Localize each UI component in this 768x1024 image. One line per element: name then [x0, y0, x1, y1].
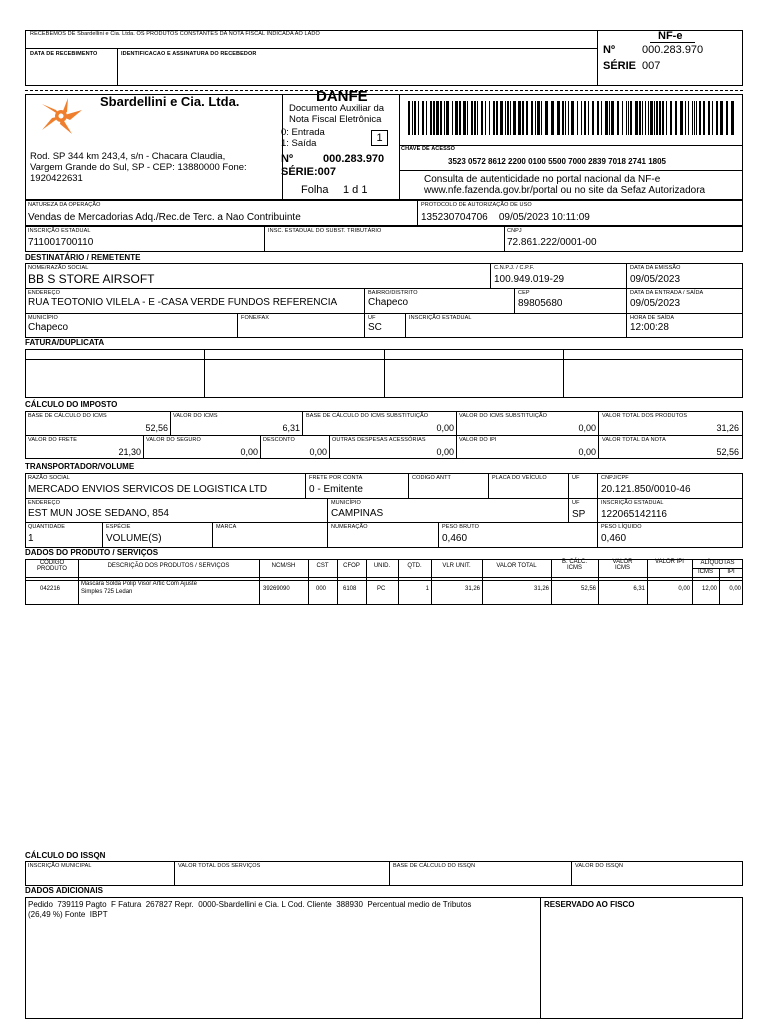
discount-value: 0,00 [309, 447, 327, 457]
barcode-bar [430, 101, 432, 135]
barcode-bar [666, 101, 667, 135]
barcode-bar [440, 101, 442, 135]
species-label: ESPÉCIE [106, 524, 131, 530]
product-aipi: 0,00 [729, 586, 741, 592]
insurance-value: 0,00 [240, 447, 258, 457]
product-bcalc: 52,56 [580, 586, 596, 592]
emitter-phone: 1920422631 [30, 173, 83, 184]
issqn-base-label: BASE DE CÁLCULO DO ISSQN [393, 863, 476, 869]
danfe-folha-label: Folha [301, 184, 329, 196]
col-cfop: CFOP [343, 563, 360, 569]
icms-st-base-label: BASE DE CÁLCULO DO ICMS SUBSTITUIÇÃO [306, 413, 429, 419]
discount-label: DESCONTO [263, 437, 295, 443]
col-qty: QTD. [407, 563, 422, 569]
receipt-serie-label: SÉRIE [603, 60, 637, 72]
barcode-bar [467, 101, 468, 135]
barcode-bar [446, 101, 449, 135]
barcode-bar [626, 101, 627, 135]
col-vicms: VALOR ICMS [612, 559, 633, 571]
barcode-bar [522, 101, 524, 135]
barcode-bar [433, 101, 435, 135]
barcode-bar [513, 101, 516, 135]
recipient-address-label: ENDEREÇO [28, 290, 60, 296]
carrier-cnpj-label: CNPJ/CPF [601, 475, 629, 481]
product-vunit: 31,26 [464, 586, 480, 592]
col-desc: DESCRIÇÃO DOS PRODUTOS / SERVIÇOS [107, 563, 230, 569]
barcode-bar [685, 101, 686, 135]
barcode-bar [418, 101, 419, 135]
col-code: CÓDIGO PRODUTO [37, 560, 67, 572]
consult-line2: www.nfe.fazenda.gov.br/portal ou no site da Sefaz Autorizadora [424, 185, 706, 196]
consult-line1: Consulta de autenticidade no portal nacional da NF-e [424, 174, 661, 185]
barcode-bar [645, 101, 646, 135]
ie-label: INSCRIÇÃO ESTADUAL [28, 228, 91, 234]
company-logo-icon [38, 96, 84, 136]
vehicle-uf-label: UF [572, 475, 580, 481]
col-vipi: VALOR IPI [655, 559, 684, 565]
carrier-ie: 122065142116 [601, 509, 667, 520]
carrier-name: MERCADO ENVIOS SERVICOS DE LOGISTICA LTD [28, 484, 268, 495]
exit-time-label: HORA DE SAÍDA [630, 315, 675, 321]
ipi-label: VALOR DO IPI [459, 437, 497, 443]
col-aliquotas: ALÍQUOTAS [700, 560, 735, 566]
recipient-cnpj-label: C.N.P.J. / C.P.F. [494, 265, 535, 271]
barcode-bar [535, 101, 536, 135]
col-total: VALOR TOTAL [496, 563, 537, 569]
col-unit: UNID. [373, 563, 391, 569]
barcode-bar [584, 101, 586, 135]
tax-section-title: CÁLCULO DO IMPOSTO [25, 400, 118, 409]
recipient-city: Chapeco [28, 322, 69, 333]
product-code: 042216 [40, 586, 61, 592]
carrier-uf-label: UF [572, 500, 580, 506]
barcode-bar [694, 101, 695, 135]
barcode-bar [716, 101, 718, 135]
barcode-bar [412, 101, 413, 135]
receipt-number-label: Nº [603, 44, 615, 56]
emitter-address2: Vargem Grande do Sul, SP - CEP: 13880000 Fone: [30, 162, 247, 173]
barcode-bar [708, 101, 710, 135]
barcode-bar [551, 101, 554, 135]
recipient-name-label: NOME/RAZÃO SOCIAL [28, 265, 89, 271]
barcode-bar [545, 101, 548, 135]
nature-label: NATUREZA DA OPERAÇÃO [28, 202, 101, 208]
recipient-section-title: DESTINATÁRIO / REMETENTE [25, 253, 141, 262]
recipient-ie-label: INSCRIÇÃO ESTADUAL [409, 315, 472, 321]
icms-value: 6,31 [282, 423, 300, 433]
ie-st-label: INSC. ESTADUAL DO SUBST. TRIBUTÁRIO [268, 228, 382, 234]
barcode-bar [611, 101, 614, 135]
barcode-bar [592, 101, 594, 135]
barcode-bar [507, 101, 509, 135]
barcode-bar [639, 101, 641, 135]
recipient-address: RUA TEOTONIO VILELA - E -CASA VERDE FUNDOS REFERENCIA [28, 297, 338, 308]
barcode-bar [699, 101, 701, 135]
icms-st-label: VALOR DO ICMS SUBSTITUIÇÃO [459, 413, 548, 419]
barcode-bar [496, 101, 498, 135]
emitter-address: Rod. SP 344 km 243,4, s/n - Chacara Claudia, [30, 151, 226, 162]
invoice-total-value: 52,56 [716, 447, 739, 457]
cut-line [25, 90, 743, 91]
barcode-bar [471, 101, 473, 135]
receipt-stub [25, 30, 743, 86]
barcode-bar [662, 101, 664, 135]
recipient-city-label: MUNICÍPIO [28, 315, 58, 321]
icms-value-label: VALOR DO ICMS [173, 413, 218, 419]
carrier-city-label: MUNICÍPIO [331, 500, 361, 506]
nature-value: Vendas de Mercadorias Adq./Rec.de Terc. a Nao Contribuinte [28, 212, 301, 223]
product-cfop: 6108 [343, 586, 357, 592]
product-unit: PC [377, 586, 386, 592]
recipient-cnpj: 100.949.019-29 [494, 274, 565, 285]
emission-date-label: DATA DA EMISSÃO [630, 265, 681, 271]
emitter-cnpj-label: CNPJ [507, 228, 522, 234]
emitter-name: Sbardellini e Cia. Ltda. [100, 94, 240, 109]
issqn-section-title: CÁLCULO DO ISSQN [25, 851, 106, 860]
barcode-bar [622, 101, 623, 135]
barcode-bar [444, 101, 445, 135]
access-key: 3523 0572 8612 2200 0100 5500 7000 2839 7018 2741 1805 [448, 157, 666, 166]
product-cst: 000 [316, 586, 327, 592]
entry-date-label: DATA DA ENTRADA / SAÍDA [630, 290, 704, 296]
barcode-bar [696, 101, 697, 135]
invoice-section-title: FATURA/DUPLICATA [25, 338, 105, 347]
barcode-bar [463, 101, 466, 135]
carrier-city: CAMPINAS [331, 508, 384, 519]
emission-date: 09/05/2023 [630, 274, 681, 285]
barcode-bar [493, 101, 495, 135]
barcode-bar [628, 101, 629, 135]
issqn-box [25, 861, 743, 886]
product-vipi: 0,00 [678, 586, 690, 592]
receipt-serie: 007 [642, 60, 661, 72]
icms-st-base-value: 0,00 [436, 423, 454, 433]
barcode-bar [481, 101, 483, 135]
barcode-bar [518, 101, 521, 135]
receipt-sign-label: IDENTIFICACAO E ASSINATURA DO RECEBEDOR [121, 51, 257, 57]
recipient-uf-label: UF [368, 315, 376, 321]
exit-time: 12:00:28 [630, 322, 669, 333]
access-key-label: CHAVE DE ACESSO [401, 146, 456, 152]
barcode-bar [617, 101, 619, 135]
col-aliq-ipi: IPI [727, 569, 735, 575]
barcode-bar [541, 101, 542, 135]
brand-label: MARCA [216, 524, 237, 530]
barcode-bar [642, 101, 643, 135]
danfe-type-box: 1 [371, 130, 388, 146]
barcode-bar [485, 101, 486, 135]
barcode-bar [726, 101, 728, 135]
carrier-address-label: ENDEREÇO [28, 500, 60, 506]
plate-label: PLACA DO VEÍCULO [492, 475, 547, 481]
danfe-number-label: Nº [281, 153, 293, 165]
barcode-bar [635, 101, 638, 135]
icms-st-value: 0,00 [578, 423, 596, 433]
carrier-address: EST MUN JOSE SEDANO, 854 [28, 508, 169, 519]
product-desc-line2: Simples 725 Ledan [81, 589, 133, 595]
receipt-nfe-label: NF-e [658, 30, 683, 42]
barcode-bar [680, 101, 683, 135]
col-aliq-icms: ICMS [698, 569, 713, 575]
barcode-bar [414, 101, 416, 135]
barcode-bar [557, 101, 560, 135]
gross-weight-label: PESO BRUTO [442, 524, 479, 530]
numbering-label: NUMERAÇÃO [331, 524, 368, 530]
col-bcalc: B. CÁLC. ICMS [561, 559, 587, 571]
recipient-district-label: BAIRRO/DISTRITO [368, 290, 418, 296]
danfe-number: 000.283.970 [323, 153, 385, 165]
carrier-uf: SP [572, 509, 586, 520]
col-ncm: NCM/SH [271, 563, 296, 569]
barcode-bar [562, 101, 564, 135]
col-vunit: VLR UNIT. [442, 563, 471, 569]
barcode-bar [688, 101, 689, 135]
barcode-bar [731, 101, 734, 135]
freight-mode: 0 - Emitente [309, 484, 363, 495]
barcode-bar [408, 101, 410, 135]
barcode-bar [531, 101, 533, 135]
quantity-label: QUANTIDADE [28, 524, 66, 530]
barcode-bar [436, 101, 439, 135]
barcode-bar [426, 101, 427, 135]
issqn-municipal-label: INSCRIÇÃO MUNICIPAL [28, 863, 92, 869]
barcode-bar [654, 101, 655, 135]
freight-mode-label: FRETE POR CONTA [309, 475, 363, 481]
recipient-cep: 89805680 [518, 298, 563, 309]
recipient-district: Chapeco [368, 297, 409, 308]
barcode-bar [571, 101, 574, 135]
protocol-value: 135230704706 09/05/2023 10:11:09 [421, 212, 590, 223]
freight-label: VALOR DO FRETE [28, 437, 77, 443]
icms-base-value: 52,56 [145, 423, 168, 433]
icms-base-label: BASE DE CÁLCULO DO ICMS [28, 413, 107, 419]
barcode-bar [703, 101, 705, 135]
barcode-bar [568, 101, 569, 135]
danfe-folha: 1 d 1 [343, 184, 368, 196]
receipt-date-label: DATA DE RECEBIMENTO [30, 51, 98, 57]
barcode-bar [712, 101, 713, 135]
carrier-cnpj: 20.121.850/0010-46 [601, 484, 691, 495]
barcode-bar [630, 101, 632, 135]
recipient-uf: SC [368, 322, 382, 333]
additional-box [25, 897, 743, 1019]
protocol-label: PROTOCOLO DE AUTORIZAÇÃO DE USO [421, 202, 532, 208]
barcode-bar [577, 101, 578, 135]
danfe-sub2: Nota Fiscal Eletrônica [289, 114, 382, 125]
gross-weight: 0,460 [442, 533, 468, 544]
barcode-bar [659, 101, 661, 135]
danfe-entrada: 0: Entrada [281, 127, 325, 138]
barcode-bar [605, 101, 608, 135]
barcode-bar [648, 101, 649, 135]
recipient-phone-label: FONE/FAX [241, 315, 269, 321]
barcode-bar [609, 101, 610, 135]
product-desc-line1: Mascara Solda Polip Visor Artic Com Ajuste [81, 581, 197, 587]
barcode-bar [537, 101, 540, 135]
barcode-bar [720, 101, 723, 135]
issqn-value-label: VALOR DO ISSQN [575, 863, 624, 869]
barcode-graphic [408, 101, 735, 135]
net-weight-label: PESO LÍQUIDO [601, 524, 642, 530]
products-total-label: VALOR TOTAL DOS PRODUTOS [602, 413, 688, 419]
other-expenses-label: OUTRAS DESPESAS ACESSÓRIAS [332, 437, 426, 443]
barcode-bar [597, 101, 599, 135]
products-section-title: DADOS DO PRODUTO / SERVIÇOS [25, 548, 159, 557]
barcode-bar [675, 101, 677, 135]
freight-value: 21,30 [118, 447, 141, 457]
danfe-sub1: Documento Auxiliar da [289, 103, 385, 114]
product-qty: 1 [425, 586, 429, 592]
col-cst: CST [316, 563, 329, 569]
barcode-bar [455, 101, 458, 135]
additional-section-title: DADOS ADICIONAIS [25, 886, 103, 895]
barcode-bar [565, 101, 566, 135]
barcode-bar [692, 101, 693, 135]
barcode-bar [459, 101, 461, 135]
recipient-cep-label: CEP [518, 290, 530, 296]
barcode-bar [526, 101, 528, 135]
barcode-bar [452, 101, 453, 135]
barcode-bar [588, 101, 589, 135]
ie-value: 711001700110 [28, 237, 94, 248]
barcode-bar [670, 101, 672, 135]
barcode-bar [477, 101, 478, 135]
ipi-value: 0,00 [578, 447, 596, 457]
barcode-bar [474, 101, 476, 135]
recipient-name: BB S STORE AIRSOFT [28, 272, 155, 286]
barcode-bar [422, 101, 424, 135]
danfe-serie: SÉRIE:007 [281, 166, 337, 178]
barcode-bar [650, 101, 653, 135]
quantity: 1 [28, 533, 34, 544]
additional-text-line1: Pedido 739119 Pagto F Fatura 267827 Repr. 0000-Sbardellini e Cia. L Cod. Cliente 388930 Percentual medio de Tributos [28, 900, 472, 909]
emitter-cnpj-value: 72.861.222/0001-00 [507, 237, 597, 248]
antt-label: CODIGO ANTT [412, 475, 451, 481]
product-ncm: 39269090 [263, 586, 290, 592]
invoice-total-label: VALOR TOTAL DA NOTA [602, 437, 666, 443]
transport-section-title: TRANSPORTADOR/VOLUME [25, 462, 135, 471]
danfe-saida: 1: Saída [281, 138, 317, 149]
net-weight: 0,460 [601, 533, 627, 544]
other-expenses-value: 0,00 [436, 447, 454, 457]
barcode-bar [581, 101, 582, 135]
barcode-bar [656, 101, 658, 135]
product-total: 31,26 [533, 586, 549, 592]
barcode-bar [489, 101, 490, 135]
species: VOLUME(S) [106, 533, 162, 544]
receipt-text: RECEBEMOS DE Sbardellini e Cia. Ltda. OS PRODUTOS CONSTANTES DA NOTA FISCAL INDICADA AO LADO [30, 31, 320, 37]
danfe-title: DANFE [316, 88, 368, 105]
receipt-number: 000.283.970 [642, 44, 704, 56]
barcode-bar [510, 101, 511, 135]
products-total-value: 31,26 [716, 423, 739, 433]
barcode-bar [601, 101, 602, 135]
product-vicms: 6,31 [633, 586, 645, 592]
product-aicms: 12,00 [701, 586, 717, 592]
reserved-fisco-label: RESERVADO AO FISCO [544, 900, 635, 909]
carrier-ie-label: INSCRIÇÃO ESTADUAL [601, 500, 664, 506]
entry-date: 09/05/2023 [630, 298, 681, 309]
additional-text-line2: (26,49 %) Fonte IBPT [28, 910, 108, 919]
insurance-label: VALOR DO SEGURO [146, 437, 201, 443]
carrier-name-label: RAZÃO SOCIAL [28, 475, 70, 481]
barcode-bar [500, 101, 503, 135]
issqn-services-label: VALOR TOTAL DOS SERVIÇOS [178, 863, 261, 869]
barcode-bar [505, 101, 506, 135]
